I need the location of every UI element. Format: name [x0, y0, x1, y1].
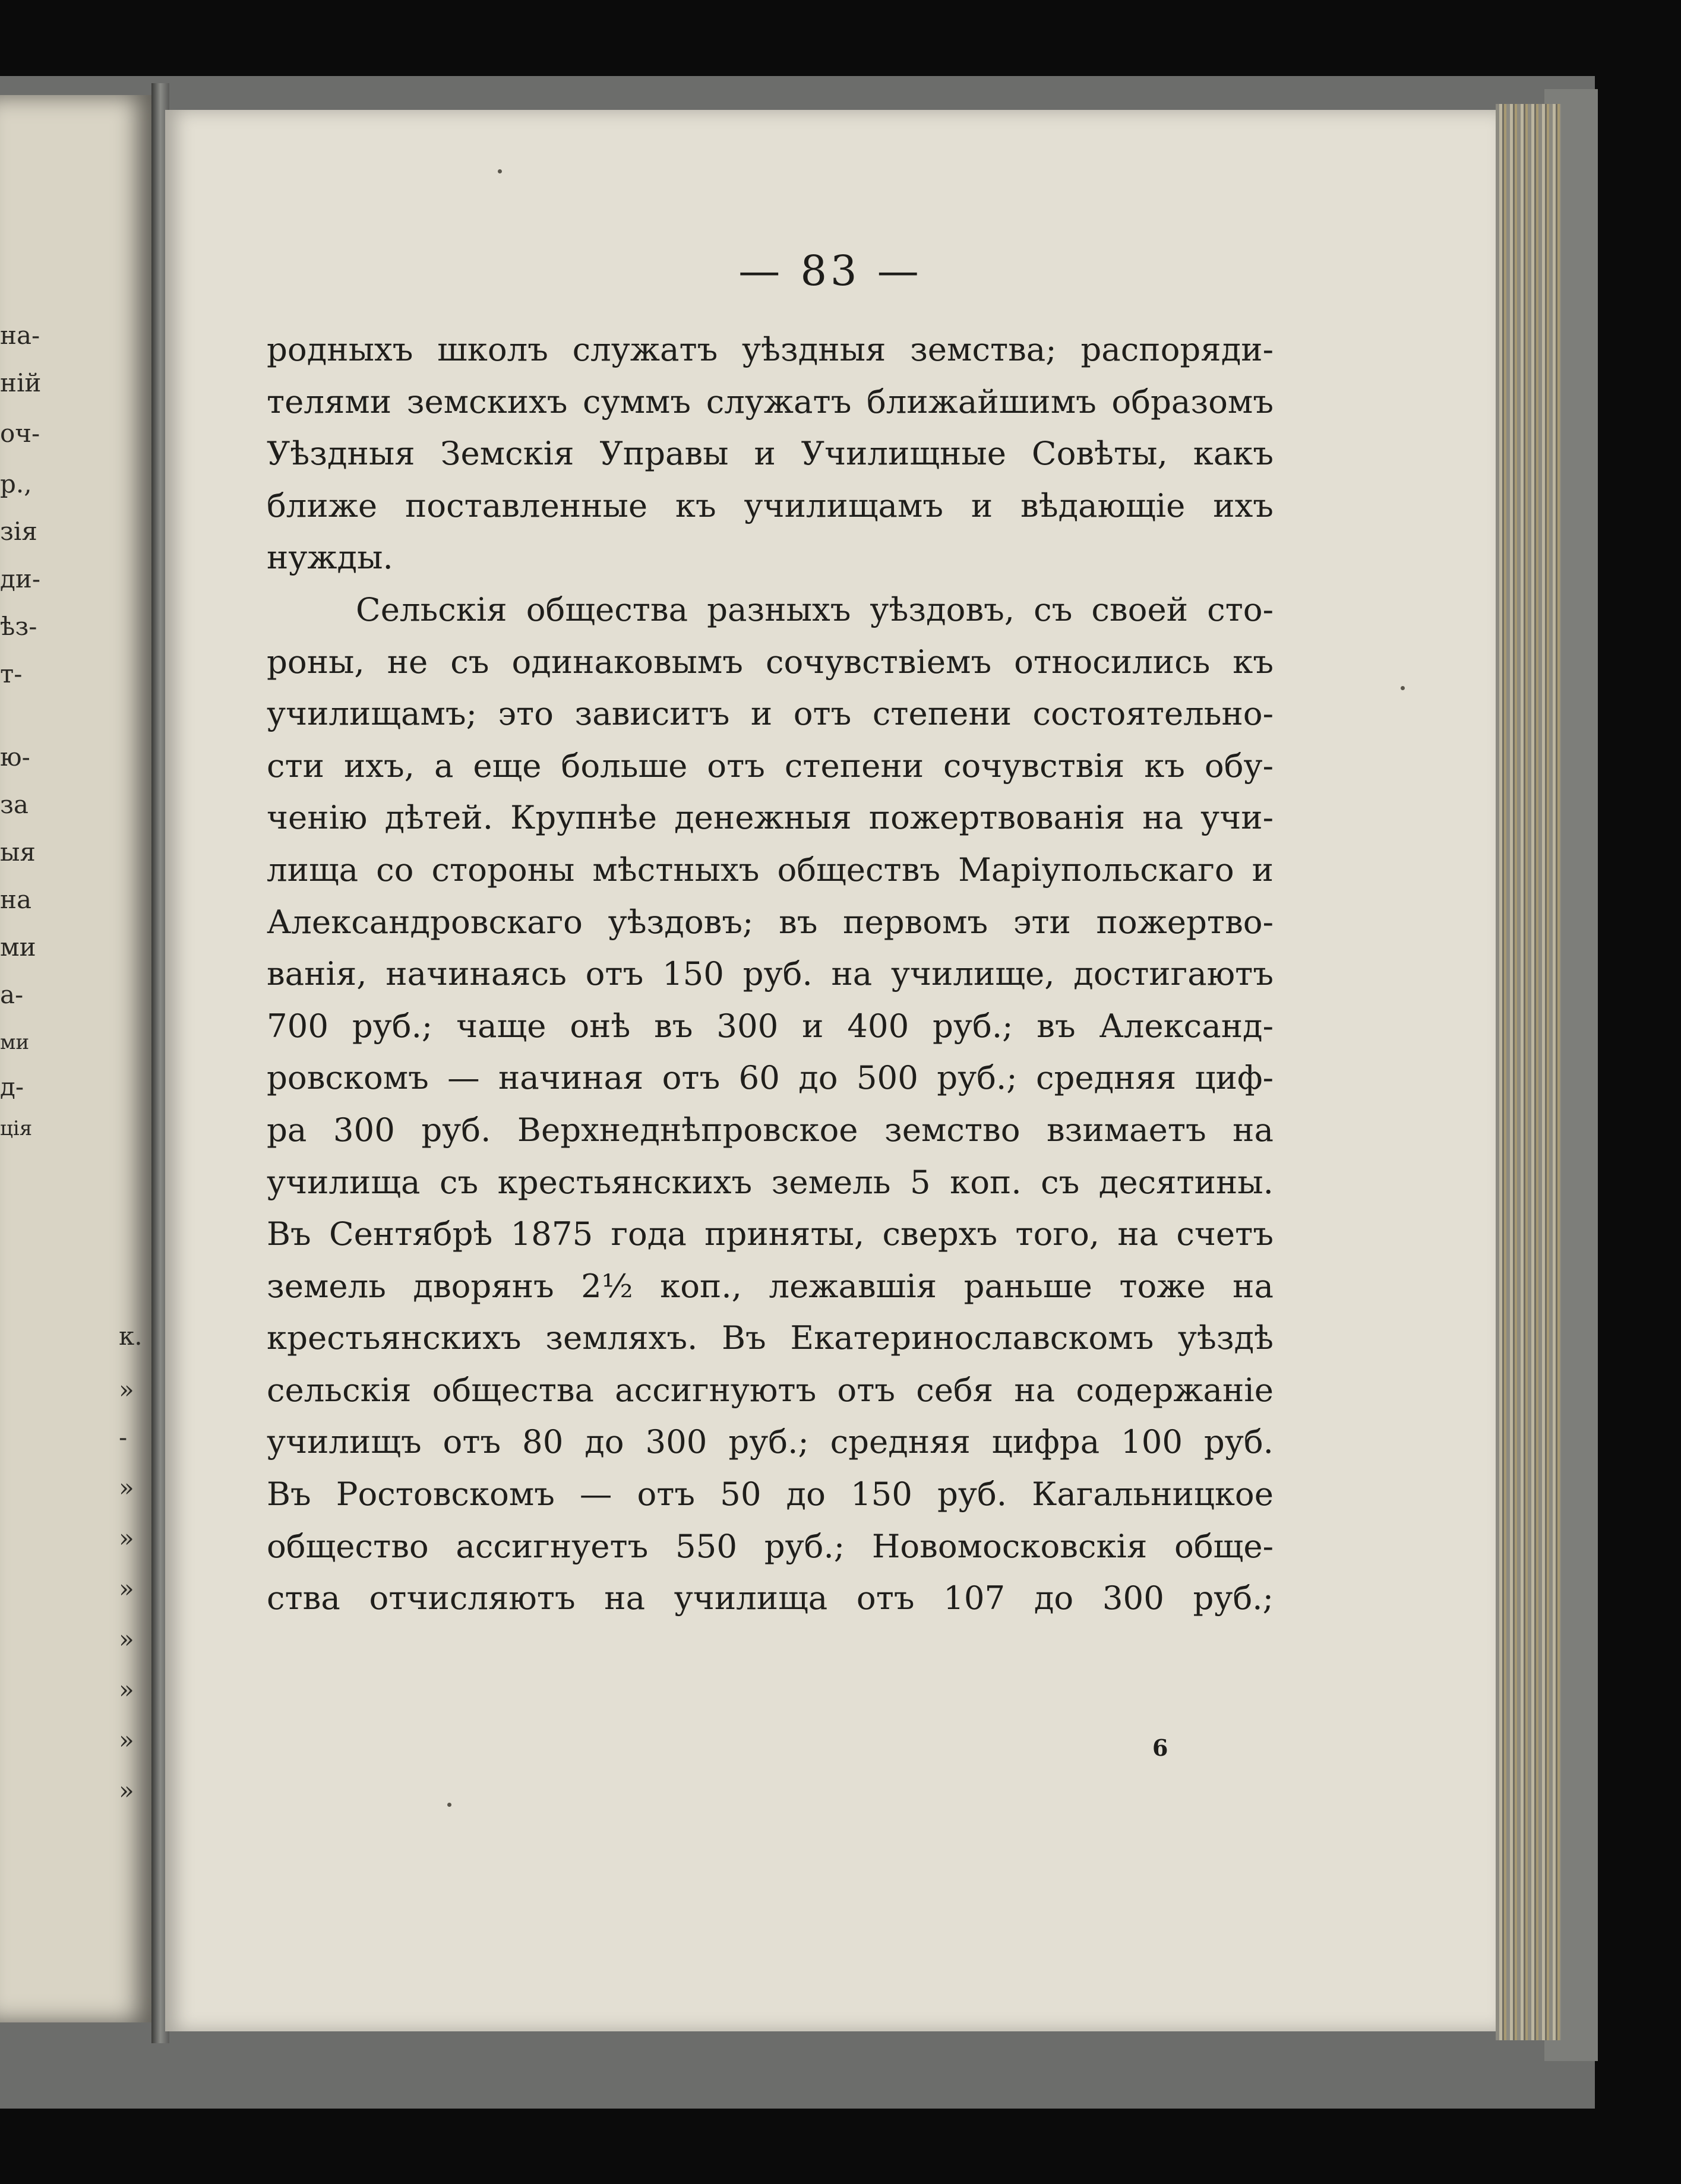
- left-line-fragment: ція: [0, 1117, 33, 1140]
- text-line: Въ Ростовскомъ — отъ 50 до 150 руб. Кагальницкое: [267, 1475, 1274, 1513]
- text-line: крестьянскихъ земляхъ. Въ Екатеринославскомъ уѣздѣ: [267, 1319, 1274, 1357]
- right-page: [165, 110, 1496, 2031]
- left-line-fragment: ній: [0, 368, 42, 397]
- text-line: 700 руб.; чаще онѣ въ 300 и 400 руб.; въ Александ-: [267, 1006, 1274, 1045]
- left-line-fragment: -: [119, 1423, 128, 1452]
- text-line: училищамъ; это зависитъ и отъ степени состоятельно-: [267, 694, 1274, 733]
- left-line-fragment: ю-: [0, 742, 30, 772]
- body-text: [267, 324, 1274, 1624]
- left-line-fragment: д-: [0, 1072, 24, 1101]
- left-line-fragment: оч-: [0, 419, 40, 448]
- left-line-fragment: ди-: [0, 564, 41, 593]
- page-stack-edges: [1496, 104, 1561, 2040]
- left-line-fragment: ми: [0, 933, 36, 962]
- left-line-fragment: »: [119, 1675, 134, 1704]
- text-line: лища со стороны мѣстныхъ обществъ Маріупольскаго и: [267, 850, 1274, 889]
- page-number: — 83 —: [738, 246, 922, 295]
- left-line-fragment: »: [119, 1776, 134, 1805]
- text-line: Уѣздныя Земскія Управы и Училищные Совѣты, какъ: [267, 434, 1274, 473]
- left-line-fragment: »: [119, 1375, 134, 1404]
- left-line-fragment: »: [119, 1574, 134, 1603]
- paper-speck: [1401, 686, 1405, 690]
- paper-speck: [498, 169, 502, 173]
- left-line-fragment: ыя: [0, 837, 36, 867]
- left-line-fragment: р.,: [0, 469, 32, 498]
- text-line: роны, не съ одинаковымъ сочувствіемъ относились къ: [267, 642, 1274, 681]
- text-line: ближе поставленные къ училищамъ и вѣдающіе ихъ: [267, 486, 1274, 524]
- left-line-fragment: ми: [0, 1031, 30, 1054]
- text-line: училища съ крестьянскихъ земель 5 коп. съ десятины.: [267, 1162, 1274, 1201]
- text-line: Александровскаго уѣздовъ; въ первомъ эти пожертво-: [267, 902, 1274, 941]
- text-line: общество ассигнуетъ 550 руб.; Новомосковскія обще-: [267, 1526, 1274, 1565]
- text-line: родныхъ школъ служатъ уѣздныя земства; распоряди-: [267, 330, 1274, 368]
- text-line: Въ Сентябрѣ 1875 года приняты, сверхъ того, на счетъ: [267, 1215, 1274, 1253]
- paper-speck: [447, 1803, 451, 1807]
- left-line-fragment: на: [0, 885, 32, 914]
- left-line-fragment: »: [119, 1524, 134, 1553]
- text-line: ченію дѣтей. Крупнѣе денежныя пожертвованія на учи-: [267, 798, 1274, 837]
- left-line-fragment: ѣз-: [0, 612, 37, 641]
- left-line-fragment: а-: [0, 980, 24, 1009]
- left-line-fragment: к.: [119, 1322, 143, 1351]
- text-line: сти ихъ, а еще больше отъ степени сочувствія къ обу-: [267, 746, 1274, 785]
- left-line-fragment: »: [119, 1624, 134, 1654]
- left-line-fragment: т-: [0, 659, 23, 688]
- text-line: телями земскихъ суммъ служатъ ближайшимъ образомъ: [267, 382, 1274, 421]
- left-line-fragment: »: [119, 1473, 134, 1502]
- left-line-fragment: за: [0, 790, 29, 819]
- left-line-fragment: зія: [0, 517, 37, 546]
- left-line-fragment: на-: [0, 321, 40, 350]
- text-line: земель дворянъ 2½ коп., лежавшія раньше тоже на: [267, 1266, 1274, 1305]
- left-line-fragment: »: [119, 1725, 134, 1755]
- text-line: ства отчисляютъ на училища отъ 107 до 300 руб.;: [267, 1579, 1274, 1617]
- text-line: сельскія общества ассигнуютъ отъ себя на содержаніе: [267, 1370, 1274, 1409]
- text-line: Сельскія общества разныхъ уѣздовъ, съ своей сто-: [356, 590, 1274, 628]
- text-line: ра 300 руб. Верхнеднѣпровское земство взимаетъ на: [267, 1110, 1274, 1149]
- text-line: ровскомъ — начиная отъ 60 до 500 руб.; средняя циф-: [267, 1058, 1274, 1097]
- text-line: ванія, начинаясь отъ 150 руб. на училище, достигаютъ: [267, 954, 1274, 993]
- text-line: нужды.: [267, 538, 393, 577]
- printer-signature-mark: 6: [1152, 1734, 1168, 1761]
- text-line: училищъ отъ 80 до 300 руб.; средняя цифра 100 руб.: [267, 1423, 1274, 1461]
- left-page-fragment: [0, 95, 156, 2022]
